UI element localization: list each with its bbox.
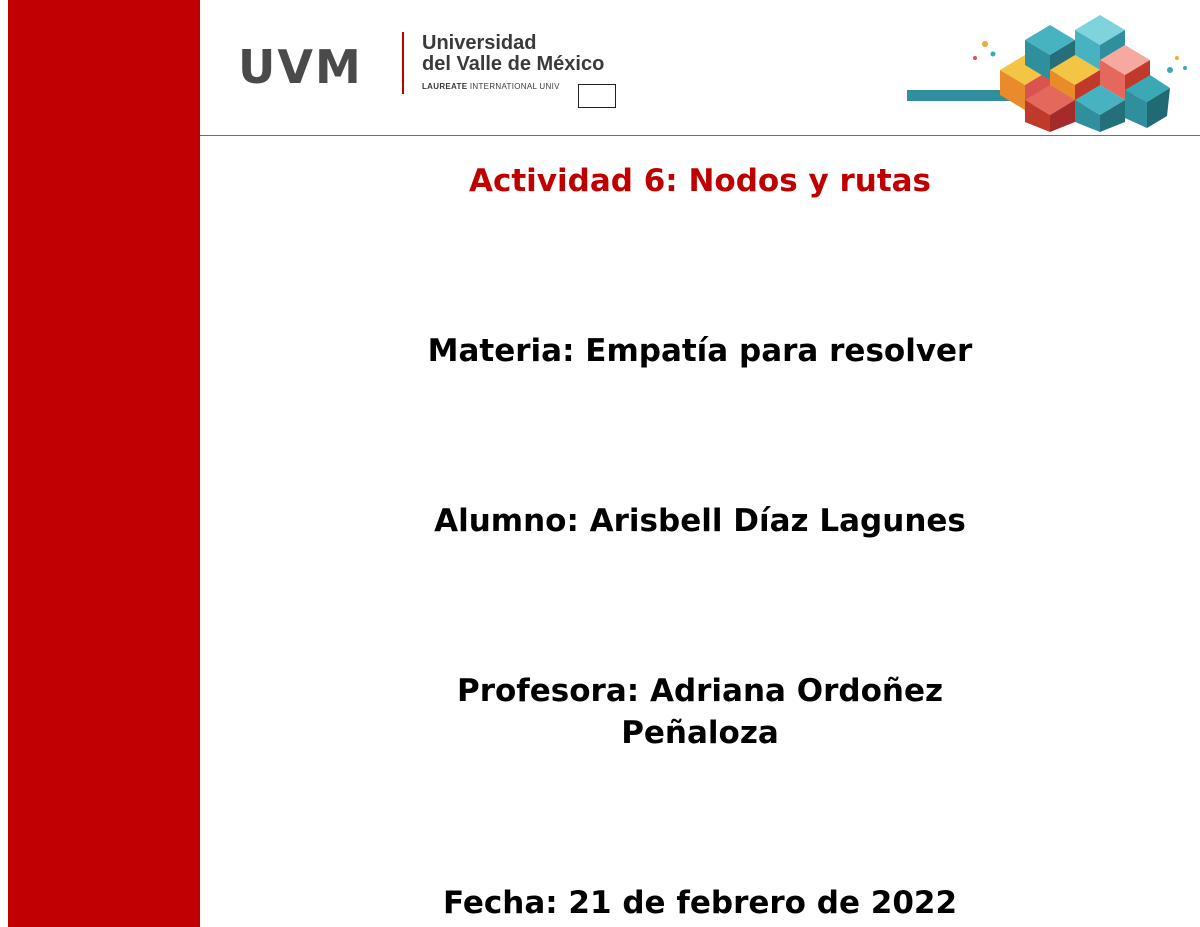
- cover-content: [200, 0, 1200, 927]
- date-line: Fecha: 21 de febrero de 2022: [442, 885, 958, 921]
- logo-university-line2: del Valle de México: [422, 53, 605, 75]
- student-line: Alumno: Arisbell Díaz Lagunes: [434, 503, 966, 539]
- left-red-band: [8, 0, 200, 927]
- document-title: Actividad 6: Nodos y rutas: [468, 163, 932, 199]
- logo-university-line1: Universidad: [422, 32, 537, 54]
- logo-laureate-rest: INTERNATIONAL UNIV: [467, 82, 560, 91]
- uvm-logo-mark: UVM: [238, 40, 363, 94]
- logo-laureate-bold: LAUREATE: [422, 82, 468, 91]
- professor-line-1: Profesora: Adriana Ordoñez: [456, 673, 944, 709]
- subject-line: Materia: Empatía para resolver: [427, 333, 973, 369]
- professor-line-2: Peñaloza: [621, 715, 779, 751]
